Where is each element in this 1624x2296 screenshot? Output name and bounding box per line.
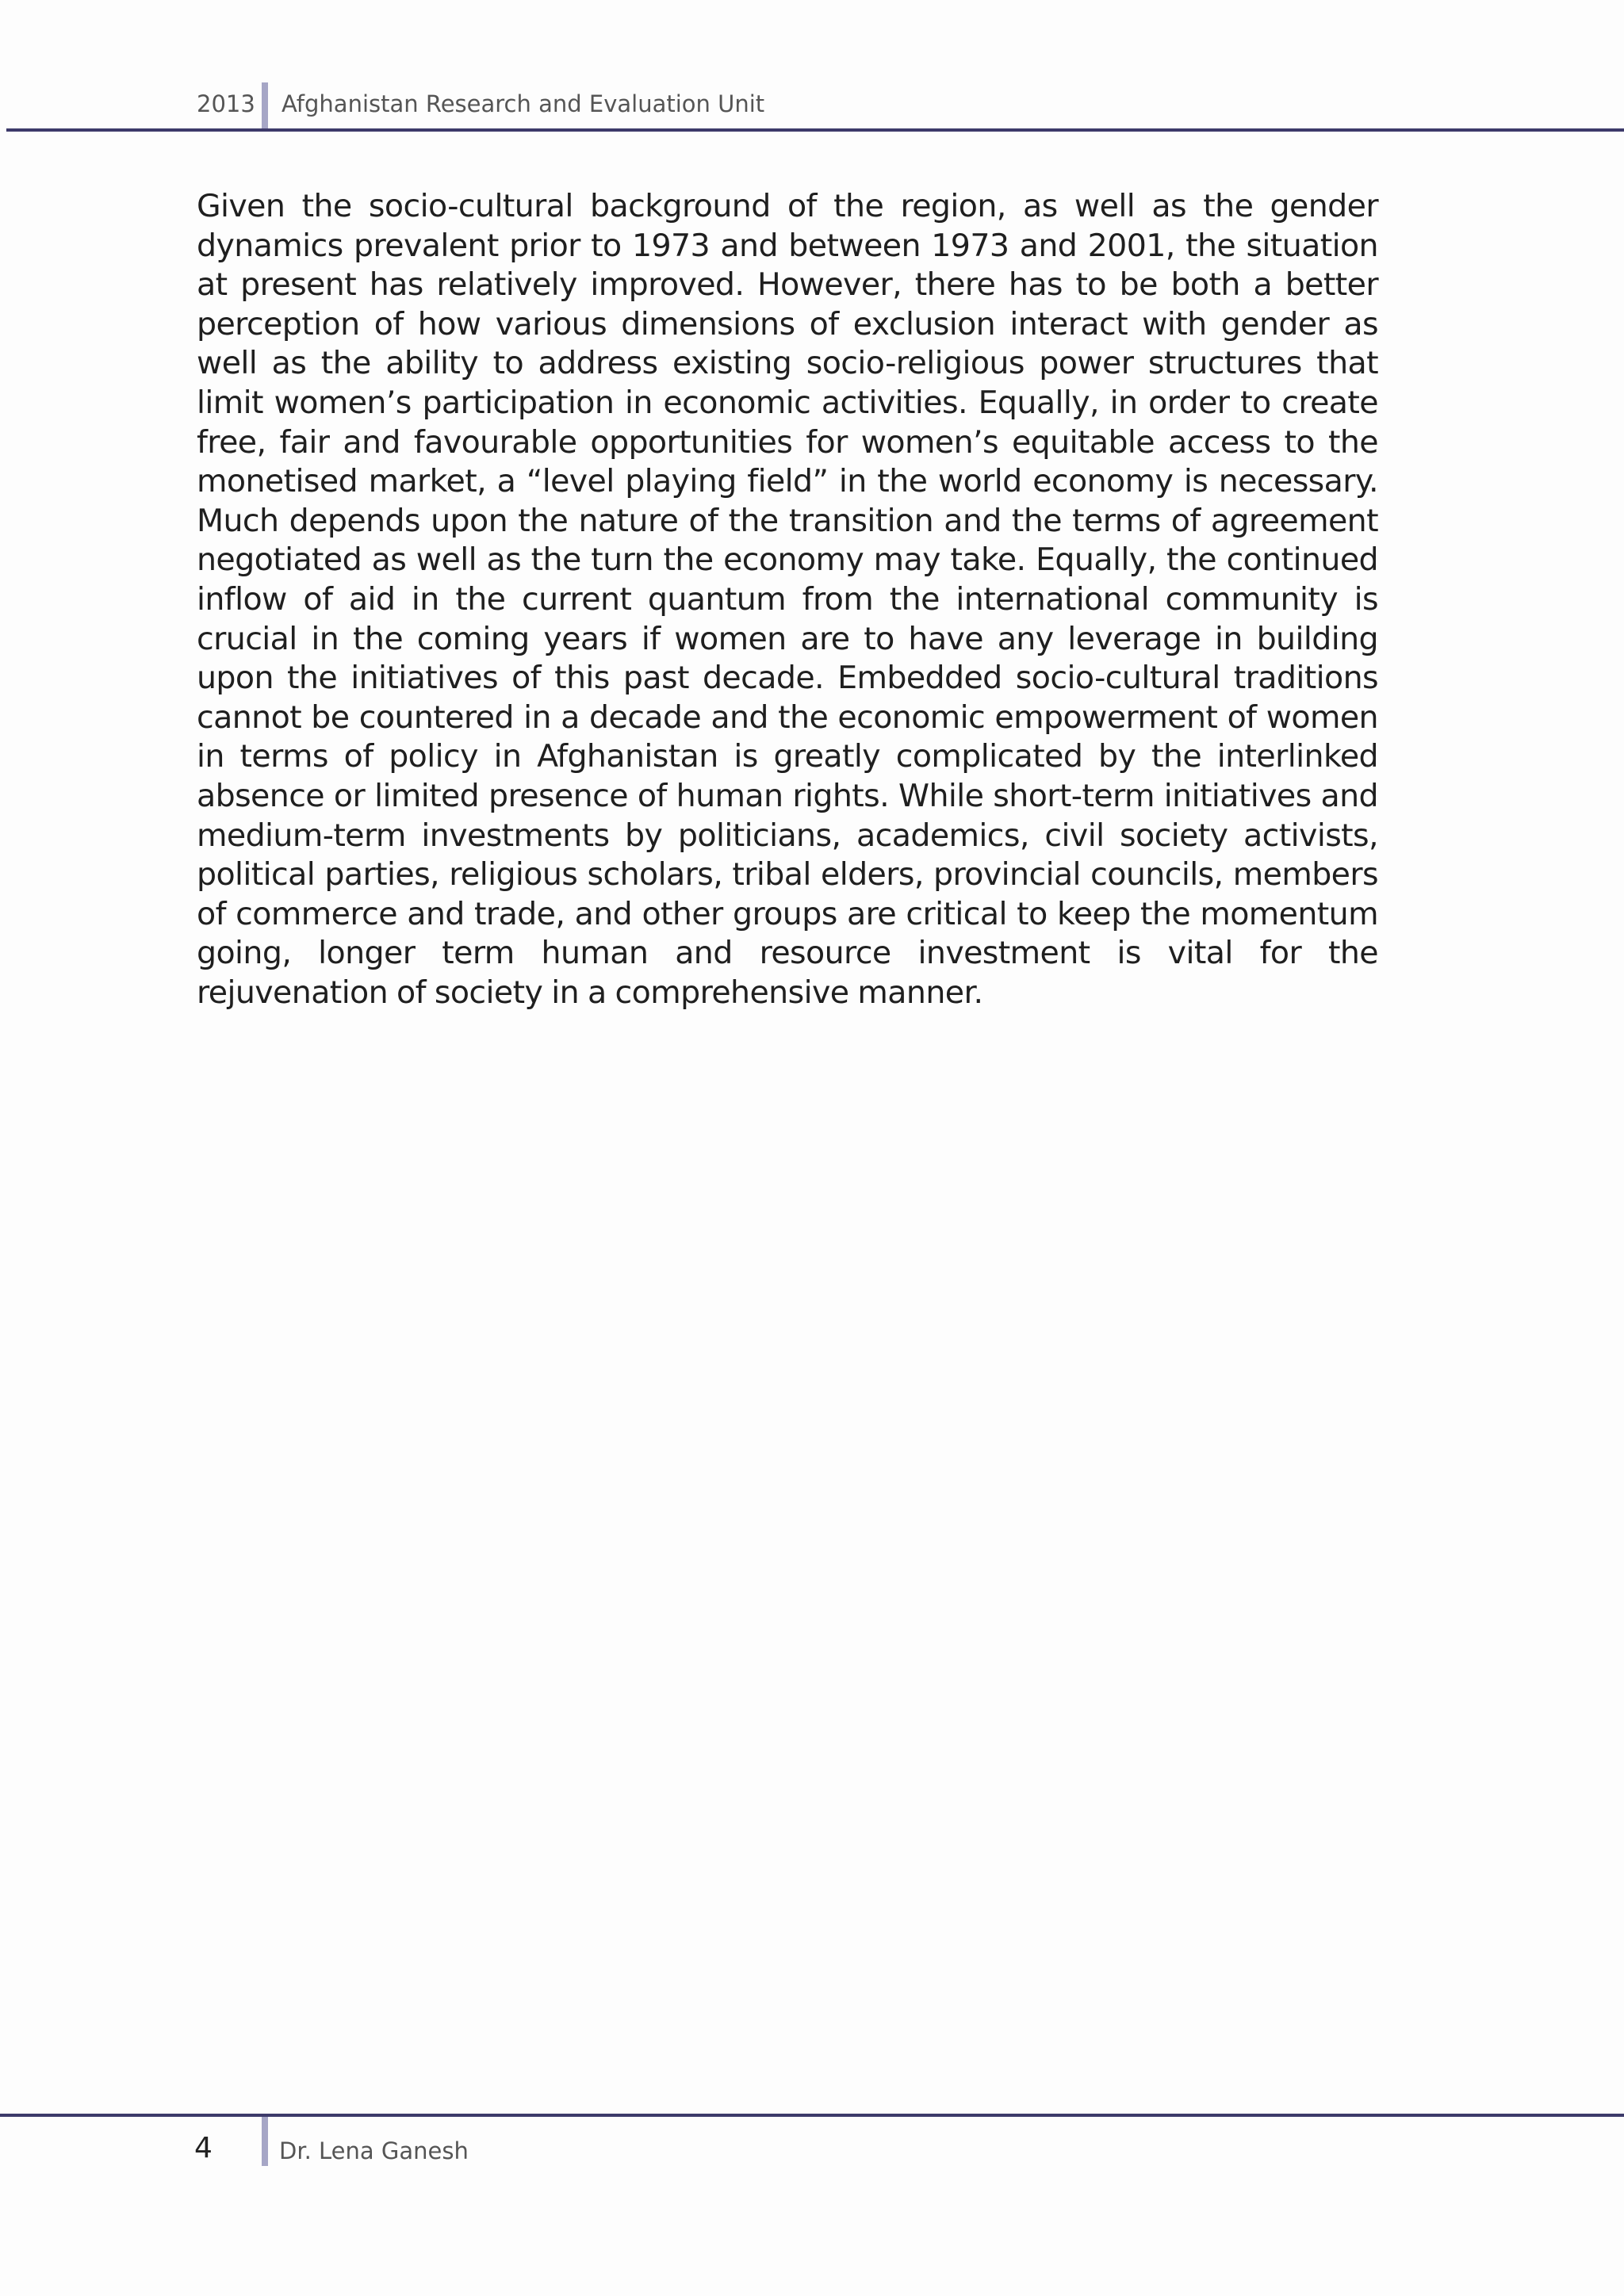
page-number: 4 bbox=[194, 2132, 213, 2164]
header-rule bbox=[6, 128, 1624, 132]
header-organization: Afghanistan Research and Evaluation Unit bbox=[282, 90, 765, 117]
body-paragraph: Given the socio-cultural background of the region, as well as the gender dynamics prevalent prior to 1973 and between 1973 and 2001, the situation at present has relatively improved. However, there has to be both a better perception of how various dimensions of exclusion interact with gender as well as the ability to address existing socio-religious power structures that limit women’s participation in economic activities. Equally, in order to create free, fair and favourable opportunities for women’s equitable access to the monetised market, a “level playing field” in the world economy is necessary. Much depends upon the nature of the transition and the terms of agreement negotiated as well as the turn the economy may take. Equally, the continued inflow of aid in the current quantum from the international community is crucial in the coming years if women are to have any leverage in building upon the initiatives of this past decade. Embedded socio-cultural traditions cannot be countered in a decade and the economic empowerment of women in terms of policy in Afghanistan is greatly complicated by the interlinked absence or limited presence of human rights. While short-term initiatives and medium-term investments by politicians, academics, civil society activists, political parties, religious scholars, tribal elders, provincial councils, members of commerce and trade, and other groups are critical to keep the momentum going, longer term human and resource investment is vital for the rejuvenation of society in a comprehensive manner. bbox=[197, 188, 1378, 1011]
header-year: 2013 bbox=[197, 90, 255, 117]
page-header bbox=[0, 0, 1624, 135]
footer-author: Dr. Lena Ganesh bbox=[279, 2137, 469, 2164]
footer-separator-bar bbox=[262, 2117, 268, 2166]
footer-rule bbox=[0, 2114, 1624, 2117]
header-separator-bar bbox=[262, 82, 268, 130]
